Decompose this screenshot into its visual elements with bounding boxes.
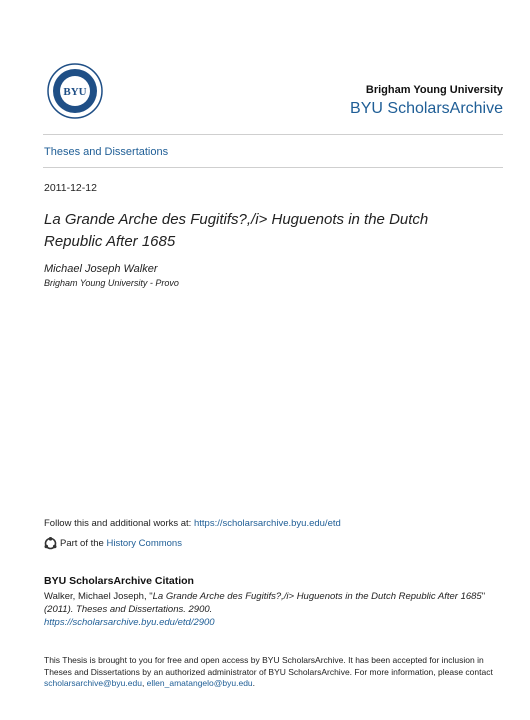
thesis-title: La Grande Arche des Fugitifs?,/i> Huguenots in the Dutch Republic After 1685 <box>44 211 429 250</box>
part-of-label: Part of the <box>60 538 104 549</box>
author-name: Michael Joseph Walker <box>44 263 158 275</box>
email-link-amatangelo[interactable]: ellen_amatangelo@byu.edu <box>146 678 253 688</box>
follow-label: Follow this and additional works at: <box>44 518 194 529</box>
citation-suffix: " <box>481 591 486 602</box>
history-commons-link[interactable]: History Commons <box>106 538 182 549</box>
citation-url-link[interactable]: https://scholarsarchive.byu.edu/etd/2900 <box>44 617 215 628</box>
footer-notice <box>44 655 499 690</box>
part-of-line <box>44 537 182 550</box>
footer-text: This Thesis is brought to you for free and open access by BYU ScholarsArchive. It has been accepted for inclusion in Theses and Dissertations by an authorized administrator of BYU ScholarsArchive. For more information, please contact <box>44 655 493 677</box>
byu-seal-logo <box>47 63 103 119</box>
follow-url-link[interactable]: https://scholarsarchive.byu.edu/etd <box>193 518 341 529</box>
citation-heading: BYU ScholarsArchive Citation <box>44 575 194 587</box>
series-link[interactable]: Theses and Dissertations <box>44 146 169 158</box>
footer-separator: , <box>141 678 147 688</box>
follow-line <box>44 518 341 529</box>
publication-date: 2011-12-12 <box>44 182 97 194</box>
author-affiliation: Brigham Young University - Provo <box>44 278 179 288</box>
archive-name[interactable]: BYU ScholarsArchive <box>350 100 503 117</box>
divider-bottom <box>43 167 503 168</box>
email-link-scholarsarchive[interactable]: scholarsarchive@byu.edu <box>44 678 142 688</box>
seal-text: BYU <box>63 86 87 98</box>
commons-network-icon <box>44 537 57 550</box>
citation-text <box>44 590 506 629</box>
institution-block <box>350 84 503 118</box>
citation-details: (2011). Theses and Dissertations. 2900. <box>44 604 213 615</box>
citation-prefix: Walker, Michael Joseph, " <box>44 591 153 602</box>
citation-title: La Grande Arche des Fugitifs?,/i> Huguenots in the Dutch Republic After 1685 <box>152 591 482 602</box>
divider-top <box>43 134 503 135</box>
institution-name: Brigham Young University <box>365 84 503 96</box>
footer-end: . <box>252 678 256 688</box>
